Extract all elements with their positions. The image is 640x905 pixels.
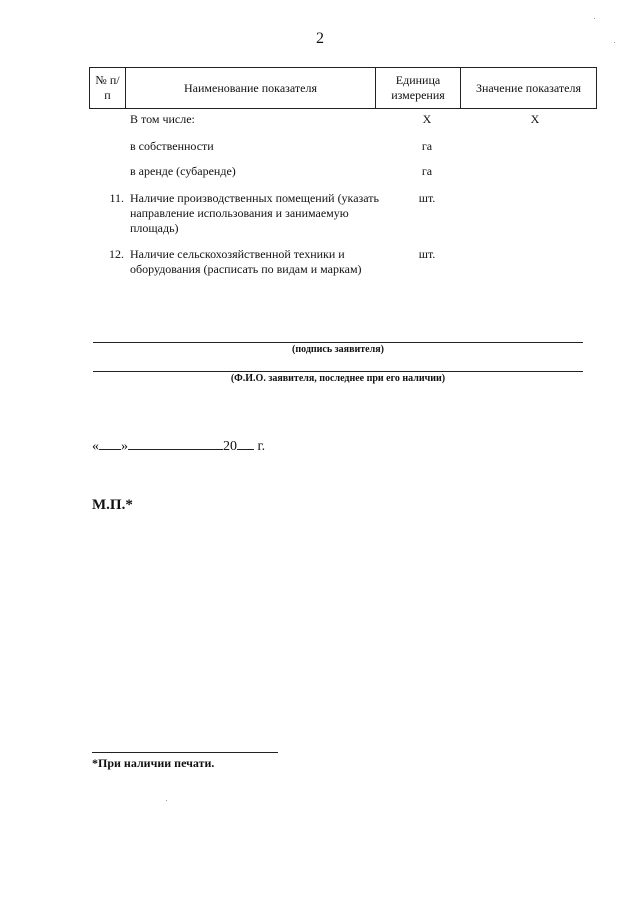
signature-caption: (подпись заявителя) xyxy=(292,344,384,355)
date-close-quote: » xyxy=(121,439,128,454)
date-open-quote: « xyxy=(92,439,99,454)
header-unit: Единица измерения xyxy=(376,68,461,109)
indicators-table-header xyxy=(89,67,597,109)
date-day-blank[interactable] xyxy=(99,437,121,450)
date-year-prefix: 20 xyxy=(223,439,237,454)
date-field xyxy=(92,437,265,455)
header-value: Значение показателя xyxy=(461,68,597,109)
row-unit: Х xyxy=(422,112,432,126)
row-name: в собственности xyxy=(130,139,214,153)
row-name: В том числе: xyxy=(130,112,195,126)
row-name: в аренде (субаренде) xyxy=(130,164,236,178)
signature-line[interactable] xyxy=(93,342,583,343)
footnote: *При наличии печати. xyxy=(92,756,215,770)
date-year-suffix: г. xyxy=(257,439,266,454)
row-num: 11. xyxy=(109,191,124,205)
row-name: Наличие производственных помещений (указать направление использования и занимаемую площадь) xyxy=(130,191,380,235)
header-name: Наименование показателя xyxy=(126,68,376,109)
footnote-divider xyxy=(92,752,278,753)
row-name: Наличие сельскохозяйственной техники и оборудования (расписать по видам и маркам) xyxy=(130,247,362,276)
row-num: 12. xyxy=(109,247,124,261)
fio-line[interactable] xyxy=(93,371,583,372)
row-unit: шт. xyxy=(418,191,436,205)
row-value: Х xyxy=(530,112,540,126)
row-unit: шт. xyxy=(418,247,436,261)
row-unit: га xyxy=(421,164,433,178)
fio-caption: (Ф.И.О. заявителя, последнее при его наличии) xyxy=(230,373,446,384)
row-unit: га xyxy=(421,139,433,153)
date-month-blank[interactable] xyxy=(128,437,223,450)
header-num: № п/п xyxy=(90,68,126,109)
date-year-blank[interactable] xyxy=(237,437,254,450)
scan-speck xyxy=(166,800,167,801)
scan-speck xyxy=(614,42,615,43)
stamp-label: М.П.* xyxy=(92,497,133,513)
scan-speck xyxy=(594,18,595,19)
page-number: 2 xyxy=(316,30,324,47)
